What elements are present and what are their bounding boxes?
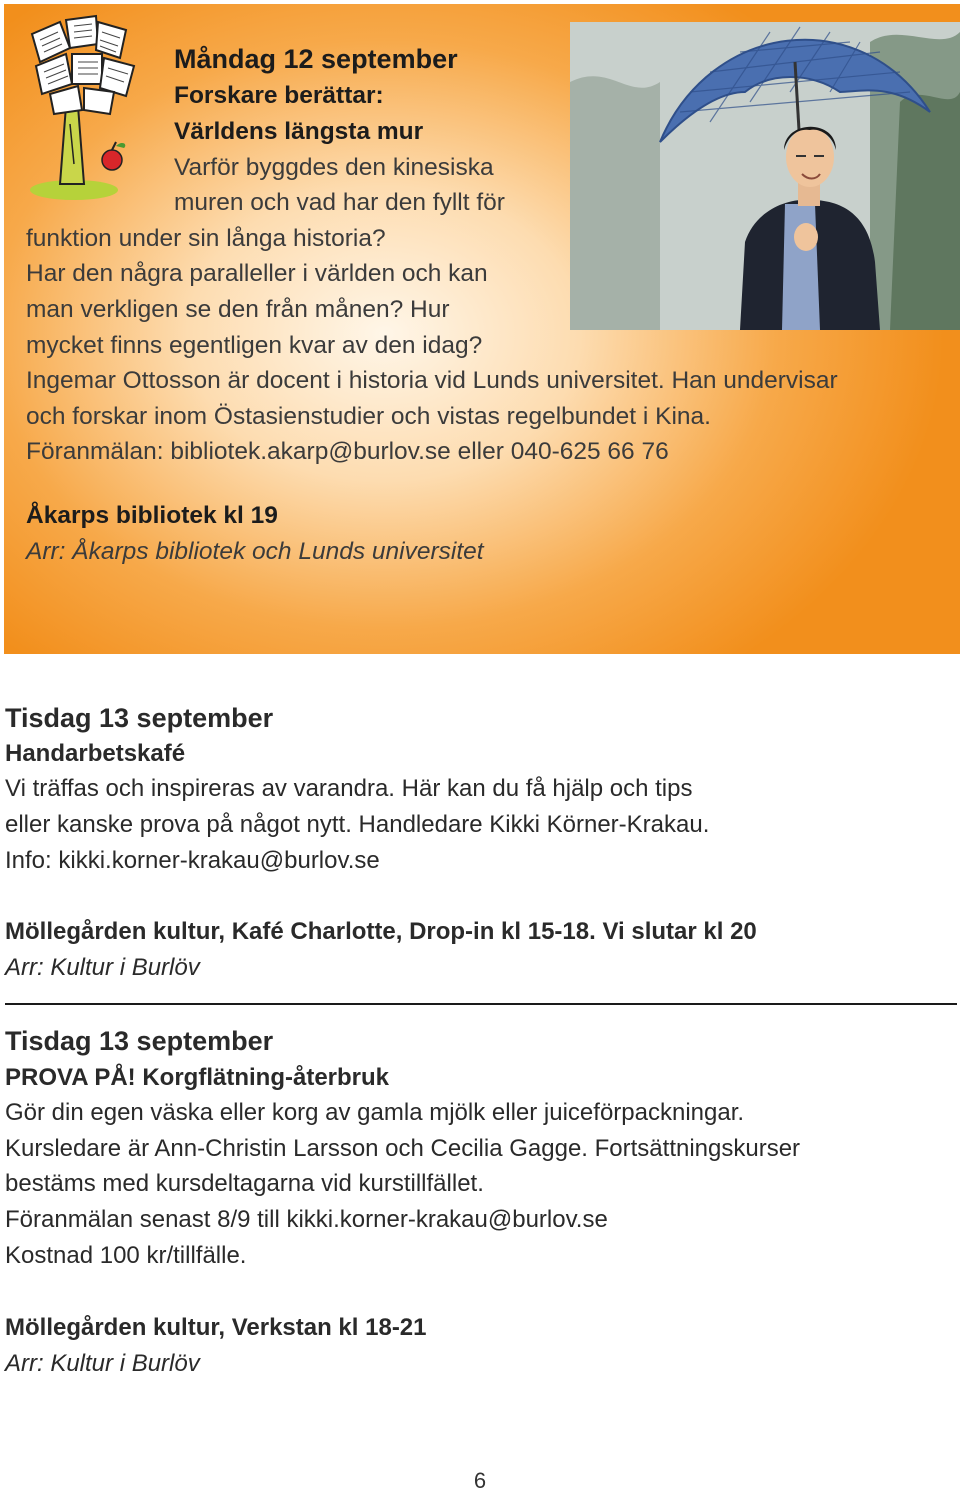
page-number: 6 xyxy=(473,1468,487,1493)
event3-title: PROVA PÅ! Korgflätning-återbruk xyxy=(5,1064,390,1091)
event1-date: Måndag 12 september xyxy=(174,44,458,74)
event3-date: Tisdag 13 september xyxy=(5,1026,274,1056)
event1-body-line: Ingemar Ottosson är docent i historia vid Lunds universitet. Han undervisar xyxy=(26,367,838,394)
event2-date: Tisdag 13 september xyxy=(5,703,274,733)
event1-body-line: och forskar inom Östasienstudier och vistas regelbundet i Kina. xyxy=(26,403,711,430)
event1-title: Världens längsta mur xyxy=(174,118,424,145)
event3-organizer: Arr: Kultur i Burlöv xyxy=(5,1350,200,1377)
event1-registration: Föranmälan: bibliotek.akarp@burlov.se eller 040-625 66 76 xyxy=(26,438,669,465)
event1-organizer: Arr: Åkarps bibliotek och Lunds universitet xyxy=(26,538,484,565)
event1-category: Forskare berättar: xyxy=(174,82,384,109)
event3-venue: Möllegården kultur, Verkstan kl 18-21 xyxy=(5,1314,427,1341)
event2-body-line: Info: kikki.korner-krakau@burlov.se xyxy=(5,847,380,874)
event2-organizer: Arr: Kultur i Burlöv xyxy=(5,954,200,981)
book-tree-logo-icon xyxy=(26,14,146,204)
event1-body-line: muren och vad har den fyllt för xyxy=(174,189,505,216)
event1-body-line: Varför byggdes den kinesiska xyxy=(174,154,494,181)
event2-venue: Möllegården kultur, Kafé Charlotte, Drop-in kl 15-18. Vi slutar kl 20 xyxy=(5,918,757,945)
event2-title: Handarbetskafé xyxy=(5,740,186,767)
event1-body-line: man verkligen se den från månen? Hur xyxy=(26,296,450,323)
event3-body-line: Gör din egen väska eller korg av gamla mjölk eller juiceförpackningar. xyxy=(5,1099,745,1126)
event3-body-line: Kostnad 100 kr/tillfälle. xyxy=(5,1242,247,1269)
event2-body-line: eller kanske prova på något nytt. Handledare Kikki Körner-Krakau. xyxy=(5,811,710,838)
event3-body-line: bestäms med kursdeltagarna vid kurstillfället. xyxy=(5,1170,484,1197)
speaker-photo xyxy=(570,22,960,330)
event1-body-line: mycket finns egentligen kvar av den idag? xyxy=(26,332,483,359)
event3-body-line: Föranmälan senast 8/9 till kikki.korner-krakau@burlov.se xyxy=(5,1206,608,1233)
event1-body-line: Har den några paralleller i världen och kan xyxy=(26,260,488,287)
section-divider xyxy=(5,1003,957,1005)
event1-venue: Åkarps bibliotek kl 19 xyxy=(26,502,278,529)
event1-body-line: funktion under sin långa historia? xyxy=(26,225,386,252)
event3-body-line: Kursledare är Ann-Christin Larsson och Cecilia Gagge. Fortsättningskurser xyxy=(5,1135,801,1162)
event2-body-line: Vi träffas och inspireras av varandra. Här kan du få hjälp och tips xyxy=(5,775,693,802)
